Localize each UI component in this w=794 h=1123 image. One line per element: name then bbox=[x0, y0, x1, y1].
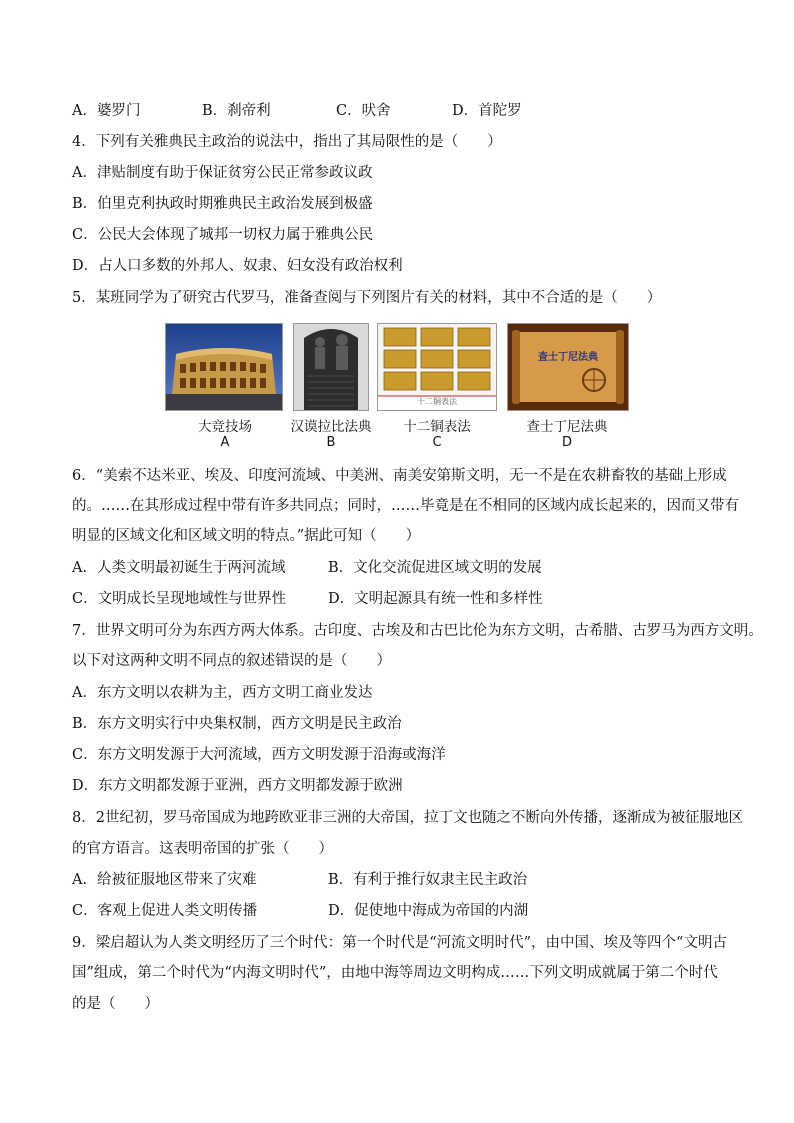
twelve-tables-image bbox=[377, 323, 497, 411]
q9-stem-line-2: 国”组成，第二个时代为“内海文明时代”，由地中海等周边文明构成……下列文明成就属于第二个时代 bbox=[72, 965, 718, 981]
q6-stem-line-3: 明显的区域文化和区域文明的特点。”据此可知（ ） bbox=[72, 528, 421, 544]
q9-stem-line-1: 9．梁启超认为人类文明经历了三个时代：第一个时代是“河流文明时代”，由中国、埃及等四个“文明古 bbox=[72, 935, 727, 951]
q6-stem-line-1: 6．“美索不达米亚、埃及、印度河流域、中美洲、南美安第斯文明，无一不是在农耕畜牧的基础上形成 bbox=[72, 468, 727, 484]
q3-option-b: B．刹帝利 bbox=[202, 103, 271, 119]
q7-option-c: C．东方文明发源于大河流域，西方文明发源于沿海或海洋 bbox=[72, 747, 446, 763]
q8-stem-line-2: 的官方语言。这表明帝国的扩张（ ） bbox=[72, 841, 333, 857]
hammurabi-stele-image bbox=[293, 323, 369, 411]
q4-option-c: C．公民大会体现了城邦一切权力属于雅典公民 bbox=[72, 227, 374, 243]
q7-stem-line-1: 7．世界文明可分为东西方两大体系。古印度、古埃及和古巴比伦为东方文明，古希腊、古罗马为西方文明。 bbox=[72, 623, 763, 639]
q5-letter-c: C bbox=[432, 435, 442, 450]
q6-option-c: C．文明成长呈现地域性与世界性 bbox=[72, 591, 287, 607]
q6-options-row-1 bbox=[72, 558, 542, 578]
q6-options-row-2 bbox=[72, 589, 543, 609]
q5-caption-b: 汉谟拉比法典 bbox=[290, 419, 372, 435]
q3-options bbox=[72, 101, 522, 121]
q6-option-d: D．文明起源具有统一性和多样性 bbox=[328, 591, 543, 607]
q6-option-b: B．文化交流促进区域文明的发展 bbox=[328, 560, 542, 576]
q4-option-b: B．伯里克利执政时期雅典民主政治发展到极盛 bbox=[72, 196, 373, 212]
q7-option-a: A．东方文明以农耕为主，西方文明工商业发达 bbox=[72, 685, 373, 701]
q4-option-a: A．津贴制度有助于保证贫穷公民正常参政议政 bbox=[72, 165, 373, 181]
q5-caption-a: 大竞技场 bbox=[198, 419, 252, 435]
q8-option-d: D．促使地中海成为帝国的内湖 bbox=[328, 903, 529, 919]
q8-options-row-2 bbox=[72, 901, 528, 921]
q6-stem-line-2: 的。……在其形成过程中带有许多共同点；同时，……毕竟是在不相同的区域内成长起来的，因而又带有 bbox=[72, 498, 739, 514]
q7-option-d: D．东方文明都发源于亚洲，西方文明都发源于欧洲 bbox=[72, 778, 403, 794]
q5-image-row bbox=[165, 323, 635, 453]
q8-options-row-1 bbox=[72, 870, 527, 890]
q8-option-a: A．给被征服地区带来了灾难 bbox=[72, 872, 257, 888]
q4-stem: 4．下列有关雅典民主政治的说法中，指出了其局限性的是（ ） bbox=[72, 134, 502, 150]
q5-caption-d: 查士丁尼法典 bbox=[526, 419, 608, 435]
q8-option-c: C．客观上促进人类文明传播 bbox=[72, 903, 258, 919]
q7-stem-line-2: 以下对这两种文明不同点的叙述错误的是（ ） bbox=[72, 653, 391, 669]
q4-option-d: D．占人口多数的外邦人、奴隶、妇女没有政治权利 bbox=[72, 258, 403, 274]
q8-option-b: B．有利于推行奴隶主民主政治 bbox=[328, 872, 528, 888]
q7-option-b: B．东方文明实行中央集权制，西方文明是民主政治 bbox=[72, 716, 402, 732]
q5-letter-b: B bbox=[326, 435, 336, 450]
q9-stem-line-3: 的是（ ） bbox=[72, 996, 159, 1012]
justinian-inner-label: 查士丁尼法典 bbox=[538, 352, 598, 363]
q3-option-c: C．吠舍 bbox=[336, 103, 391, 119]
justinian-code-image bbox=[507, 323, 629, 411]
twelve-tables-inner-label: 十二铜表法 bbox=[417, 397, 457, 406]
q5-caption-c: 十二铜表法 bbox=[403, 419, 471, 435]
q5-stem: 5．某班同学为了研究古代罗马，准备查阅与下列图片有关的材料，其中不合适的是（ ） bbox=[72, 290, 662, 306]
q8-stem-line-1: 8．2世纪初，罗马帝国成为地跨欧亚非三洲的大帝国，拉丁文也随之不断向外传播，逐渐成为被征服地区 bbox=[72, 810, 743, 826]
colosseum-image bbox=[165, 323, 283, 411]
q5-letter-a: A bbox=[220, 435, 230, 450]
q3-option-d: D．首陀罗 bbox=[452, 103, 522, 119]
q6-option-a: A．人类文明最初诞生于两河流域 bbox=[72, 560, 286, 576]
q3-option-a: A．婆罗门 bbox=[72, 103, 141, 119]
q5-letter-d: D bbox=[561, 435, 572, 450]
